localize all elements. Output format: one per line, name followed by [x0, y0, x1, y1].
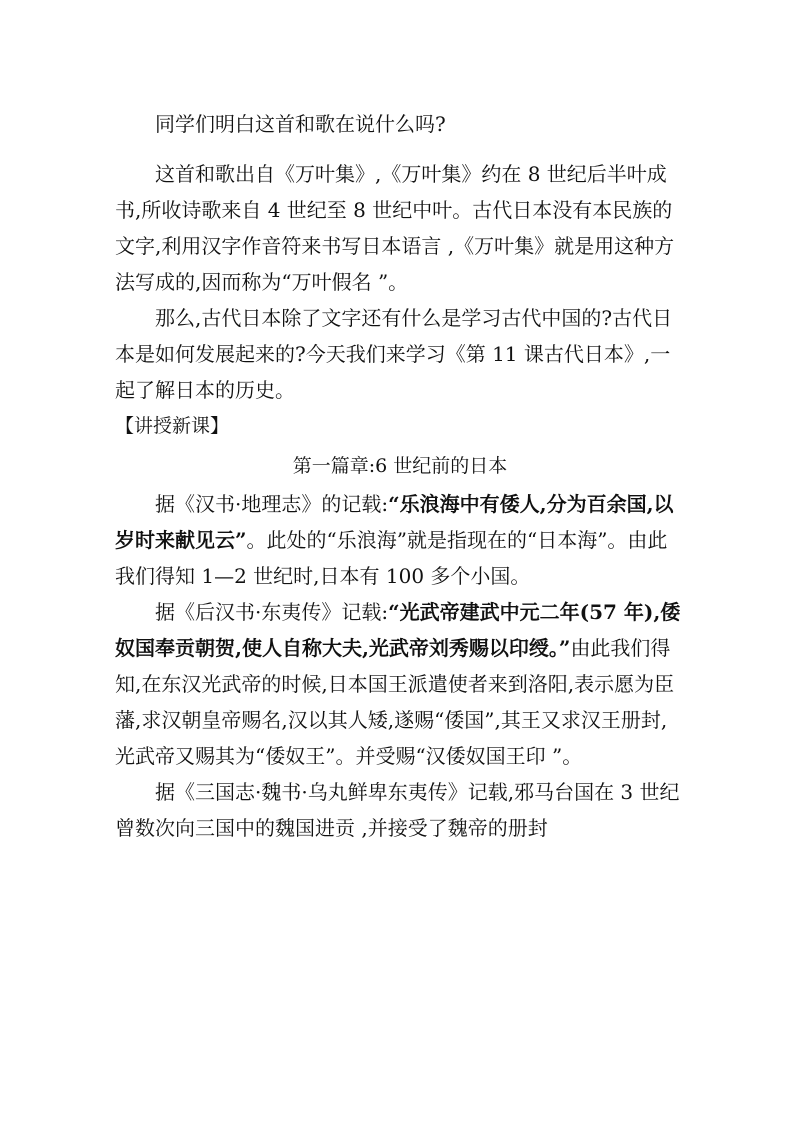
chapter-title: 第一篇章:6 世纪前的日本	[292, 455, 508, 477]
paragraph-houhanshu	[115, 594, 685, 774]
hanshu-quote: “乐浪海中有倭人,分为百余国,以岁时来献见云”	[115, 492, 674, 552]
houhanshu-quote: “光武帝建武中元二年(57 年),倭奴国奉贡朝贺,使人自称大夫,光武帝刘秀赐以印绶。”	[115, 600, 681, 660]
hanshu-lead: 据《汉书·地理志》的记载:	[155, 492, 389, 516]
document-body	[115, 106, 685, 846]
hanshu-rest: 。此处的“乐浪海”就是指现在的“日本海”。由此我们得知 1—2 世纪时,日本有 100 多个小国。	[115, 528, 668, 588]
paragraph-intro: 那么,古代日本除了文字还有什么是学习古代中国的?古代日本是如何发展起来的?今天我们来学习《第 11 课古代日本》,一起了解日本的历史。	[115, 306, 673, 402]
paragraph-hanshu	[115, 486, 685, 594]
houhanshu-lead: 据《后汉书·东夷传》记载:	[155, 600, 389, 624]
paragraph-manyoshu: 这首和歌出自《万叶集》,《万叶集》约在 8 世纪后半叶成书,所收诗歌来自 4 世纪至 8 世纪中叶。古代日本没有本民族的文字,利用汉字作音符来书写日本语言 ,《万叶集》就是用这种方法写成的,因而称为“万叶假名 ”。	[115, 162, 675, 294]
houhanshu-rest: 由此我们得知,在东汉光武帝的时候,日本国王派遣使者来到洛阳,表示愿为臣藩,求汉朝皇帝赐名,汉以其人矮,遂赐“倭国”,其王又求汉王册封,光武帝又赐其为“倭奴王”。并受赐“汉倭奴国王印 ”。	[115, 636, 675, 768]
paragraph-sanguozhi: 据《三国志·魏书·乌丸鲜卑东夷传》记载,邪马台国在 3 世纪曾数次向三国中的魏国进贡 ,并接受了魏帝的册封	[115, 780, 680, 840]
section-label: 【讲授新课】	[115, 415, 230, 437]
paragraph-question: 同学们明白这首和歌在说什么吗?	[155, 112, 446, 136]
